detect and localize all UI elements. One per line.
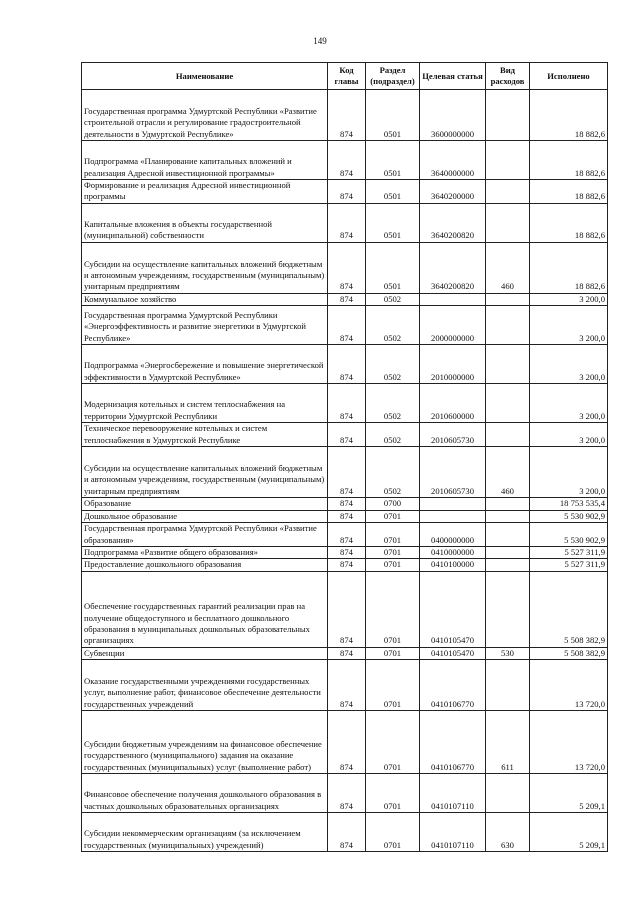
- cell-kind: [486, 293, 530, 305]
- cell-amount: 5 527 311,9: [530, 559, 608, 571]
- table-row: [82, 510, 608, 522]
- table-row: [82, 813, 608, 852]
- table-row: [82, 571, 608, 647]
- cell-amount: 3 200,0: [530, 293, 608, 305]
- cell-amount: 13 720,0: [530, 711, 608, 774]
- cell-name: Образование: [82, 498, 328, 510]
- table-row: [82, 203, 608, 242]
- cell-section: 0501: [366, 141, 420, 180]
- cell-target: 0410107110: [420, 813, 486, 852]
- cell-kind: [486, 90, 530, 141]
- cell-section: 0501: [366, 203, 420, 242]
- cell-kind: 460: [486, 447, 530, 498]
- cell-code: 874: [328, 203, 366, 242]
- cell-kind: [486, 203, 530, 242]
- cell-name: Государственная программа Удмуртской Республики «Развитие строительной отрасли и регулирование градостроительной деятельности в Удмуртской Республике»: [82, 90, 328, 141]
- cell-kind: [486, 571, 530, 647]
- cell-code: 874: [328, 711, 366, 774]
- cell-section: 0701: [366, 523, 420, 547]
- cell-section: 0701: [366, 774, 420, 813]
- header-name: Наименование: [82, 63, 328, 90]
- cell-name: Формирование и реализация Адресной инвестиционной программы: [82, 180, 328, 204]
- cell-section: 0701: [366, 813, 420, 852]
- cell-amount: 3 200,0: [530, 306, 608, 345]
- cell-kind: 530: [486, 647, 530, 659]
- cell-name: Дошкольное образование: [82, 510, 328, 522]
- cell-target: 0410105470: [420, 571, 486, 647]
- cell-code: 874: [328, 242, 366, 293]
- cell-name: Обеспечение государственных гарантий реализации прав на получение общедоступного и бесплатного дошкольного образования в муниципальных дошкольных образовательных организациях: [82, 571, 328, 647]
- cell-amount: 18 882,6: [530, 141, 608, 180]
- cell-code: 874: [328, 813, 366, 852]
- cell-target: [420, 293, 486, 305]
- cell-section: 0701: [366, 647, 420, 659]
- cell-code: 874: [328, 647, 366, 659]
- cell-amount: 5 508 382,9: [530, 647, 608, 659]
- table-row: [82, 141, 608, 180]
- cell-kind: [486, 559, 530, 571]
- table-row: [82, 660, 608, 711]
- cell-code: 874: [328, 180, 366, 204]
- cell-section: 0501: [366, 90, 420, 141]
- cell-section: 0701: [366, 711, 420, 774]
- cell-name: Предоставление дошкольного образования: [82, 559, 328, 571]
- cell-amount: 18 882,6: [530, 203, 608, 242]
- header-kind: Вид расходов: [486, 63, 530, 90]
- cell-kind: [486, 547, 530, 559]
- cell-target: 0410106770: [420, 711, 486, 774]
- cell-amount: 5 527 311,9: [530, 547, 608, 559]
- cell-name: Подпрограмма «Энергосбережение и повышение энергетической эффективности в Удмуртской Республике»: [82, 345, 328, 384]
- table-row: [82, 498, 608, 510]
- cell-name: Субсидии некоммерческим организациям (за исключением государственных (муниципальных) учреждений): [82, 813, 328, 852]
- cell-kind: [486, 345, 530, 384]
- cell-kind: [486, 523, 530, 547]
- table-row: [82, 306, 608, 345]
- table-row: [82, 711, 608, 774]
- cell-target: 3640200820: [420, 203, 486, 242]
- cell-amount: 13 720,0: [530, 660, 608, 711]
- cell-section: 0502: [366, 345, 420, 384]
- cell-code: 874: [328, 384, 366, 423]
- cell-target: 3640200000: [420, 180, 486, 204]
- cell-target: 2010605730: [420, 423, 486, 447]
- cell-code: 874: [328, 774, 366, 813]
- table-row: [82, 293, 608, 305]
- table-row: [82, 447, 608, 498]
- cell-name: Подпрограмма «Развитие общего образования»: [82, 547, 328, 559]
- cell-code: 874: [328, 90, 366, 141]
- cell-name: Подпрограмма «Планирование капитальных вложений и реализация Адресной инвестиционной программы»: [82, 141, 328, 180]
- cell-target: 0410000000: [420, 547, 486, 559]
- cell-target: [420, 510, 486, 522]
- cell-target: 3640200820: [420, 242, 486, 293]
- cell-target: 2010600000: [420, 384, 486, 423]
- cell-section: 0501: [366, 180, 420, 204]
- cell-target: 0400000000: [420, 523, 486, 547]
- cell-target: 0410106770: [420, 660, 486, 711]
- cell-code: 874: [328, 306, 366, 345]
- cell-kind: 460: [486, 242, 530, 293]
- cell-name: Оказание государственными учреждениями государственных услуг, выполнение работ, финансовое обеспечение деятельности государственных учреждений: [82, 660, 328, 711]
- cell-code: 874: [328, 510, 366, 522]
- cell-target: 2000000000: [420, 306, 486, 345]
- cell-kind: [486, 423, 530, 447]
- cell-name: Субсидии бюджетным учреждениям на финансовое обеспечение государственного (муниципального) задания на оказание государственных (муниципальных) услуг (выполнение работ): [82, 711, 328, 774]
- cell-code: 874: [328, 559, 366, 571]
- cell-section: 0502: [366, 423, 420, 447]
- table-row: [82, 180, 608, 204]
- cell-code: 874: [328, 293, 366, 305]
- cell-name: Субсидии на осуществление капитальных вложений бюджетным и автономным учреждениям, государственным (муниципальным) унитарным предприятиям: [82, 242, 328, 293]
- cell-name: Государственная программа Удмуртской Республики «Развитие образования»: [82, 523, 328, 547]
- table-row: [82, 547, 608, 559]
- cell-section: 0502: [366, 384, 420, 423]
- cell-kind: [486, 660, 530, 711]
- cell-kind: [486, 306, 530, 345]
- cell-target: 3640000000: [420, 141, 486, 180]
- cell-amount: 5 209,1: [530, 774, 608, 813]
- cell-kind: [486, 498, 530, 510]
- table-header-row: [82, 63, 608, 90]
- cell-code: 874: [328, 447, 366, 498]
- table-row: [82, 345, 608, 384]
- cell-amount: 5 530 902,9: [530, 510, 608, 522]
- cell-code: 874: [328, 547, 366, 559]
- cell-amount: 18 753 535,4: [530, 498, 608, 510]
- cell-target: 3600000000: [420, 90, 486, 141]
- cell-section: 0502: [366, 447, 420, 498]
- cell-code: 874: [328, 523, 366, 547]
- table-body: [82, 90, 608, 852]
- cell-kind: 611: [486, 711, 530, 774]
- cell-code: 874: [328, 141, 366, 180]
- cell-code: 874: [328, 498, 366, 510]
- cell-code: 874: [328, 660, 366, 711]
- cell-name: Субсидии на осуществление капитальных вложений бюджетным и автономным учреждениям, государственным (муниципальным) унитарным предприятиям: [82, 447, 328, 498]
- cell-target: 0410100000: [420, 559, 486, 571]
- cell-code: 874: [328, 345, 366, 384]
- header-target: Целевая статья: [420, 63, 486, 90]
- table-row: [82, 242, 608, 293]
- cell-section: 0701: [366, 559, 420, 571]
- cell-section: 0701: [366, 547, 420, 559]
- cell-amount: 18 882,6: [530, 242, 608, 293]
- table-row: [82, 774, 608, 813]
- cell-target: [420, 498, 486, 510]
- cell-target: 0410107110: [420, 774, 486, 813]
- cell-amount: 5 508 382,9: [530, 571, 608, 647]
- cell-target: 2010605730: [420, 447, 486, 498]
- cell-kind: [486, 510, 530, 522]
- cell-amount: 3 200,0: [530, 423, 608, 447]
- cell-target: 0410105470: [420, 647, 486, 659]
- cell-kind: [486, 384, 530, 423]
- cell-section: 0502: [366, 293, 420, 305]
- header-code: Код главы: [328, 63, 366, 90]
- table-row: [82, 647, 608, 659]
- cell-code: 874: [328, 571, 366, 647]
- cell-name: Государственная программа Удмуртской Республики «Энергоэффективность и развитие энергетики в Удмуртской Республике»: [82, 306, 328, 345]
- cell-code: 874: [328, 423, 366, 447]
- cell-amount: 3 200,0: [530, 384, 608, 423]
- page-number: 149: [313, 36, 327, 46]
- cell-section: 0502: [366, 306, 420, 345]
- table-row: [82, 423, 608, 447]
- cell-name: Коммунальное хозяйство: [82, 293, 328, 305]
- cell-amount: 5 530 902,9: [530, 523, 608, 547]
- table-row: [82, 523, 608, 547]
- budget-table: [81, 62, 608, 852]
- cell-kind: 630: [486, 813, 530, 852]
- cell-amount: 3 200,0: [530, 345, 608, 384]
- cell-section: 0701: [366, 660, 420, 711]
- cell-section: 0701: [366, 510, 420, 522]
- cell-name: Техническое перевооружение котельных и систем теплоснабжения в Удмуртской Республике: [82, 423, 328, 447]
- cell-section: 0501: [366, 242, 420, 293]
- cell-amount: 18 882,6: [530, 180, 608, 204]
- cell-kind: [486, 180, 530, 204]
- table-row: [82, 384, 608, 423]
- cell-name: Финансовое обеспечение получения дошкольного образования в частных дошкольных образовательных организациях: [82, 774, 328, 813]
- header-section: Раздел (подраздел): [366, 63, 420, 90]
- table-row: [82, 90, 608, 141]
- cell-amount: 3 200,0: [530, 447, 608, 498]
- cell-name: Капитальные вложения в объекты государственной (муниципальной) собственности: [82, 203, 328, 242]
- cell-name: Субвенции: [82, 647, 328, 659]
- cell-name: Модернизация котельных и систем теплоснабжения на территории Удмуртской Республики: [82, 384, 328, 423]
- cell-section: 0701: [366, 571, 420, 647]
- cell-amount: 5 209,1: [530, 813, 608, 852]
- cell-target: 2010000000: [420, 345, 486, 384]
- cell-kind: [486, 774, 530, 813]
- header-amount: Исполнено: [530, 63, 608, 90]
- table-row: [82, 559, 608, 571]
- cell-section: 0700: [366, 498, 420, 510]
- cell-kind: [486, 141, 530, 180]
- cell-amount: 18 882,6: [530, 90, 608, 141]
